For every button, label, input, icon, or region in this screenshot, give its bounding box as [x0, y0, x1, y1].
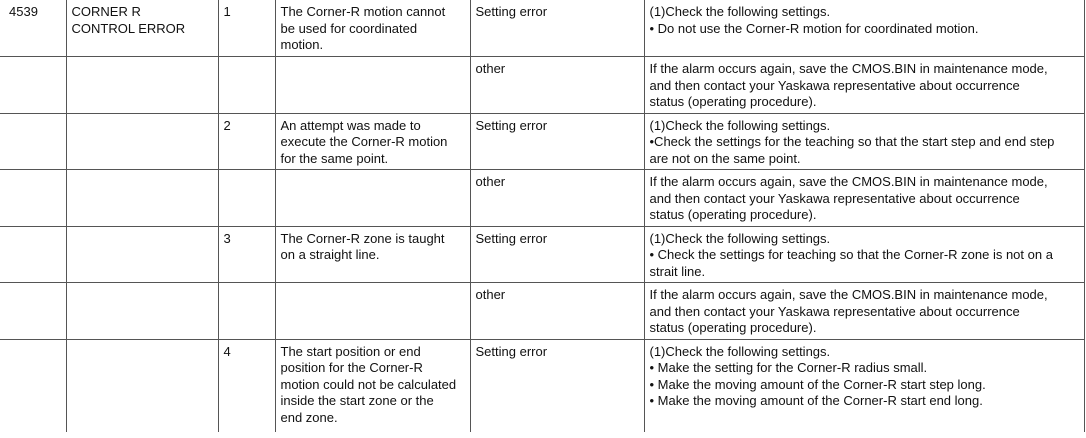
error-type: other	[475, 287, 506, 302]
remedy-line: status (operating procedure).	[649, 94, 817, 109]
remedy-line: • Do not use the Corner-R motion for coordinated motion.	[649, 20, 979, 36]
remedy-line: and then contact your Yaskawa representative about occurrence	[649, 77, 1020, 93]
remedy-line: • Make the setting for the Corner-R radius small.	[649, 360, 928, 375]
sub-code: 2	[223, 117, 231, 133]
alarm-name-cell	[66, 283, 218, 340]
remedy-cell	[644, 283, 1084, 340]
cause-line: The Corner-R motion cannot	[280, 4, 446, 19]
sub-code-cell	[218, 57, 275, 114]
error-type: Setting error	[475, 4, 548, 19]
alarm-name-cell	[66, 113, 218, 170]
error-type: Setting error	[475, 343, 548, 359]
remedy-line: and then contact your Yaskawa representative about occurrence	[649, 190, 1020, 206]
cause-line: on a straight line.	[280, 247, 380, 262]
cause-line: An attempt was made to	[280, 117, 421, 133]
type-cell	[470, 226, 644, 283]
remedy-cell	[644, 339, 1084, 432]
error-type: other	[475, 174, 506, 189]
alarm-code-cell	[0, 283, 66, 340]
remedy-line: • Check the settings for teaching so that the Corner-R zone is not on a	[649, 247, 1053, 262]
remedy-line: If the alarm occurs again, save the CMOS.BIN in maintenance mode,	[649, 61, 1048, 76]
cause-line: execute the Corner-R motion	[280, 134, 448, 149]
remedy-line: • Make the moving amount of the Corner-R start step long.	[649, 376, 986, 392]
remedy-line: (1)Check the following settings.	[649, 230, 831, 246]
cause-cell	[275, 170, 470, 227]
table-row	[0, 113, 1084, 170]
sub-code: 3	[223, 230, 231, 246]
table-row	[0, 339, 1084, 432]
sub-code-cell	[218, 113, 275, 170]
type-cell	[470, 113, 644, 170]
cause-line: end zone.	[280, 409, 338, 425]
cause-line: motion.	[280, 37, 324, 52]
remedy-line: (1)Check the following settings.	[649, 4, 831, 19]
cause-cell	[275, 339, 470, 432]
alarm-name-cell	[66, 0, 218, 57]
alarm-name-cell	[66, 226, 218, 283]
remedy-cell	[644, 226, 1084, 283]
cause-line: motion could not be calculated	[280, 376, 457, 392]
remedy-line: strait line.	[649, 263, 706, 279]
cause-cell	[275, 226, 470, 283]
table-row	[0, 57, 1084, 114]
cause-line: for the same point.	[280, 150, 389, 166]
remedy-line: and then contact your Yaskawa representative about occurrence	[649, 303, 1020, 319]
table-row	[0, 170, 1084, 227]
cause-cell	[275, 283, 470, 340]
table-row	[0, 283, 1084, 340]
cause-cell	[275, 0, 470, 57]
remedy-line: status (operating procedure).	[649, 207, 817, 222]
sub-code-cell	[218, 283, 275, 340]
remedy-line: • Make the moving amount of the Corner-R start end long.	[649, 393, 983, 408]
type-cell	[470, 170, 644, 227]
sub-code-cell	[218, 0, 275, 57]
remedy-cell	[644, 57, 1084, 114]
sub-code-cell	[218, 339, 275, 432]
cause-line: position for the Corner-R	[280, 360, 423, 375]
alarm-name-cell	[66, 170, 218, 227]
remedy-cell	[644, 170, 1084, 227]
alarm-code-cell	[0, 0, 66, 57]
alarm-name-cell	[66, 57, 218, 114]
sub-code: 4	[223, 343, 231, 359]
table-row	[0, 226, 1084, 283]
cause-line: The start position or end	[280, 343, 421, 359]
type-cell	[470, 339, 644, 432]
cause-cell	[275, 113, 470, 170]
alarm-code: 4539	[9, 4, 38, 19]
error-type: Setting error	[475, 230, 548, 246]
sub-code-cell	[218, 170, 275, 227]
remedy-line: status (operating procedure).	[649, 320, 817, 335]
remedy-cell	[644, 113, 1084, 170]
remedy-line: (1)Check the following settings.	[649, 117, 831, 133]
remedy-line: (1)Check the following settings.	[649, 343, 831, 359]
alarm-code-cell	[0, 170, 66, 227]
error-type: Setting error	[475, 117, 548, 133]
cause-line: be used for coordinated	[280, 20, 418, 36]
alarm-name-cell	[66, 339, 218, 432]
alarm-name-line2: CONTROL ERROR	[71, 20, 186, 36]
cause-line: The Corner-R zone is taught	[280, 230, 445, 246]
sub-code: 1	[223, 4, 231, 19]
type-cell	[470, 283, 644, 340]
alarm-code-cell	[0, 226, 66, 283]
cause-line: inside the start zone or the	[280, 393, 434, 408]
alarm-code-cell	[0, 57, 66, 114]
table-row	[0, 0, 1084, 57]
type-cell	[470, 0, 644, 57]
remedy-cell	[644, 0, 1084, 57]
remedy-line: If the alarm occurs again, save the CMOS.BIN in maintenance mode,	[649, 287, 1048, 302]
remedy-line: •Check the settings for the teaching so that the start step and end step	[649, 134, 1055, 149]
alarm-code-cell	[0, 113, 66, 170]
alarm-code-cell	[0, 339, 66, 432]
error-type: other	[475, 61, 506, 76]
sub-code-cell	[218, 226, 275, 283]
remedy-line: If the alarm occurs again, save the CMOS.BIN in maintenance mode,	[649, 174, 1048, 189]
remedy-line: are not on the same point.	[649, 150, 801, 166]
cause-cell	[275, 57, 470, 114]
alarm-name-line1: CORNER R	[71, 4, 141, 19]
type-cell	[470, 57, 644, 114]
